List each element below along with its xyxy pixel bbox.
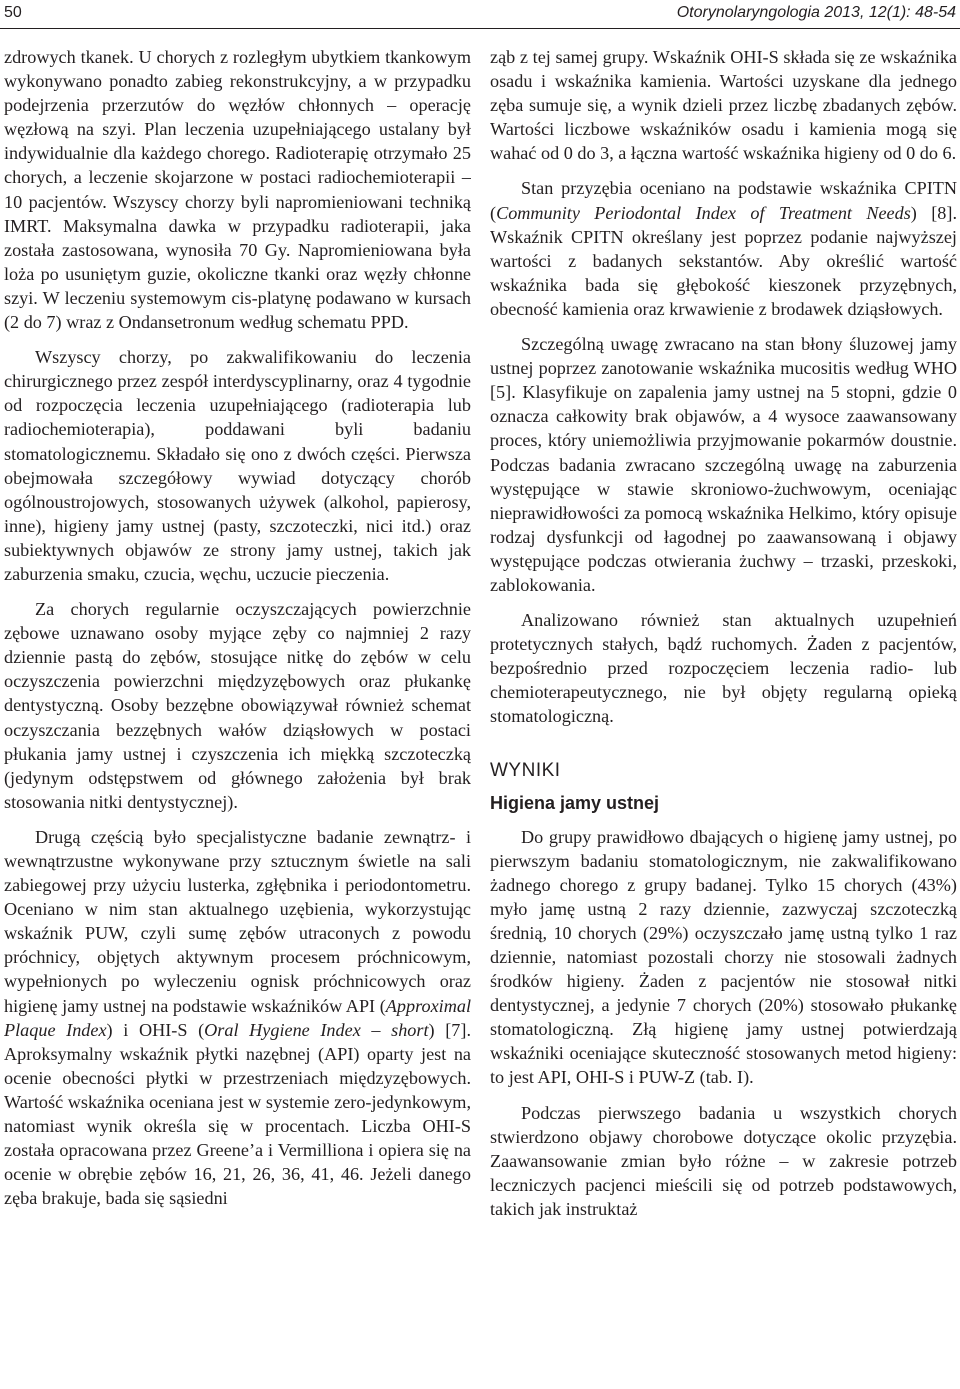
- paragraph: [4, 825, 471, 1211]
- page-number: 50: [4, 4, 22, 21]
- italic-term: Oral Hygiene Index – short: [204, 1019, 429, 1040]
- text-span: ) [7]. Aproksymalny wskaźnik płytki nazębnej (API) oparty jest na ocenie obecności płytki w przestrzeniach międzyzębowych. Wartość wskaźnika oceniana jest w systemie zero-jedynkowym, natomiast wynik określa się w procentach. Liczba OHI-S została opracowana przez Greene’a i Vermilliona i opiera się na ocenie w obrębie zębów 16, 21, 26, 36, 41, 46. Jeżeli danego zęba brakuje, bada się sąsiedni: [4, 1019, 471, 1209]
- text-span: ) [8]. Wskaźnik CPITN określany jest poprzez podanie najwyższej wartości z badanych sekstantów. Aby określić wartość wskaźnika bada się głębokość kieszonek przyzębnych, obecność kamienia oraz krwawienie z brodawek dziąsłowych.: [490, 202, 957, 319]
- right-column: [490, 45, 957, 1385]
- text-span: ) i OHI-S (: [106, 1019, 205, 1040]
- paragraph: [490, 176, 957, 321]
- paragraph: ząb z tej samej grupy. Wskaźnik OHI-S składa się ze wskaźnika osadu i wskaźnika kamienia. Wartości uzyskane dla jednego zęba sumuje się, a wynik dzieli przez liczbę zbadanych zębów. Wartości liczbowe wskaźników osadu i kamienia mogą się wahać od 0 do 3, a łączna wartość wskaźnika higieny od 0 do 6.: [490, 47, 957, 164]
- section-heading: WYNIKI: [490, 759, 561, 781]
- text-span: Stan przyzębia oceniano na podstawie wskaźnika CPITN (: [490, 178, 957, 223]
- paragraph: Do grupy prawidłowo dbających o higienę jamy ustnej, po pierwszym badaniu stomatologicznym, nie zakwalifikowano żadnego chorego z grupy badanej. Tylko 15 chorych (43%) myło jamę ustną 2 razy dziennie, zazwyczaj szczoteczką średnią, 10 chorych (29%) oczyszczało jamę ustną tylko 1 raz dziennie, natomiast pozostali chorzy nie stosowali żadnych środków higieny. Żaden z pacjentów nie stosował nitki dentystycznej, a jedynie 7 chorych (20%) stosowało płukankę stomatologiczną. Złą higienę jamy ustnej potwierdzają wskaźniki oceniające skuteczność stosowanych metod higieny: to jest API, OHI-S i PUW-Z (tab. I).: [490, 826, 957, 1088]
- left-column: [4, 45, 471, 1385]
- sub-heading: Higiena jamy ustnej: [490, 792, 660, 813]
- paragraph: Szczególną uwagę zwracano na stan błony śluzowej jamy ustnej poprzez zanotowanie wskaźnika mucositis według WHO [5]. Klasyfikuje on zapalenia jamy ustnej na 5 stopni, gdzie 0 oznacza całkowity brak objawów, a 4 wysoce zaawansowany proces, który uniemożliwia przyjmowanie pokarmów doustnie. Podczas badania zwracano szczególną uwagę na zaburzenia występujące w stawie skroniowo-żuchwowym, oceniając nieprawidłowości za pomocą wskaźnika Helkimo, który opisuje rodzaj dysfunkcji od łagodnej po zaawansowaną i objawy występujące podczas otwierania żuchwy – trzaski, przeskoki, zablokowania.: [490, 334, 957, 595]
- paragraph: Podczas pierwszego badania u wszystkich chorych stwierdzono objawy chorobowe dotyczące okolic przyzębia. Zaawansowanie zmian było różne – w zakresie potrzeb leczniczych pacjenci mieścili się od potrzeb podstawowych, takich jak instruktaż: [490, 1102, 957, 1219]
- italic-term: Approximal Plaque Index: [4, 995, 471, 1040]
- paragraph: Analizowano również stan aktualnych uzupełnień protetycznych stałych, bądź ruchomych. Żaden z pacjentów, bezpośrednio przed rozpoczęciem leczenia radio- lub chemioterapeutycznego, nie był objęty regularną opieką stomatologiczną.: [490, 610, 957, 727]
- header-rule: [0, 28, 960, 29]
- running-head: [0, 0, 960, 28]
- journal-citation: Otorynolaryngologia 2013, 12(1): 48-54: [676, 4, 956, 21]
- paragraph: Za chorych regularnie oczyszczających powierzchnie zębowe uznawano osoby myjące zęby co najmniej 2 razy dziennie pastą do zębów, stosujące nitkę do zębów w celu oczyszczenia powierzchni międzyzębowych oraz płukankę dentystyczną. Osoby bezzębne obowiązywał również schemat oczyszczania bezzębnych wałów dziąsłowych w postaci płukania jamy ustnej i czyszczenia ich miękką szczoteczką (jedynym odstępstwem od głównego założenia był brak stosowania nitki dentystycznej).: [4, 599, 471, 812]
- paragraph: Wszyscy chorzy, po zakwalifikowaniu do leczenia chirurgicznego przez zespół interdyscyplinarny, oraz 4 tygodnie od rozpoczęcia leczenia uzupełniającego (radioterapia lub radiochemioterapia), poddawani byli badaniu stomatologicznemu. Składało się ono z dwóch części. Pierwsza obejmowała szczegółowy wywiad dotyczący chorób ogólnoustrojowych, stosowanych używek (alkohol, papierosy, inne), higieny jamy ustnej (pasty, szczoteczki, nici itd.) oraz subiektywnych objawów ze strony jamy ustnej, takich jak zaburzenia smaku, czucia, węchu, uczucie pieczenia.: [4, 347, 471, 584]
- text-span: Drugą częścią było specjalistyczne badanie zewnątrz- i wewnątrzustne wykonywane przy sztucznym świetle na sali zabiegowej przy użyciu lusterka, zgłębnika i periodontometru. Oceniano w nim stan aktualnego uzębienia, wykorzystując wskaźnik PUW, czyli sumę zębów utraconych z powodu próchnicy, objętych aktywnym procesem próchnicowym, wypełnionych po wyleczeniu ognisk próchnicowych oraz higienę jamy ustnej na podstawie wskaźników API (: [4, 826, 471, 1016]
- paragraph: zdrowych tkanek. U chorych z rozległym ubytkiem tkankowym wykonywano ponadto zabieg rekonstrukcyjny, a w przypadku podejrzenia przerzutów do węzłów chłonnych – operację węzłową na szyi. Plan leczenia uzupełniającego ustalany był indywidualnie dla każdego chorego. Radioterapię otrzymało 25 chorych, a leczenie skojarzone w postaci radiochemioterapii – 10 pacjentów. Wszyscy chorzy byli napromieniowani techniką IMRT. Maksymalna dawka w przypadku radioterapii, jaka została zastosowana, wynosiła 70 Gy. Napromieniowana była loża po usuniętym guzie, okoliczne tkanki oraz węzły chłonne szyi. W leczeniu systemowym cis-platynę podawano w kursach (2 do 7) wraz z Ondansetronum według schematu PPD.: [4, 47, 471, 333]
- italic-term: Community Periodontal Index of Treatment Needs: [496, 202, 911, 223]
